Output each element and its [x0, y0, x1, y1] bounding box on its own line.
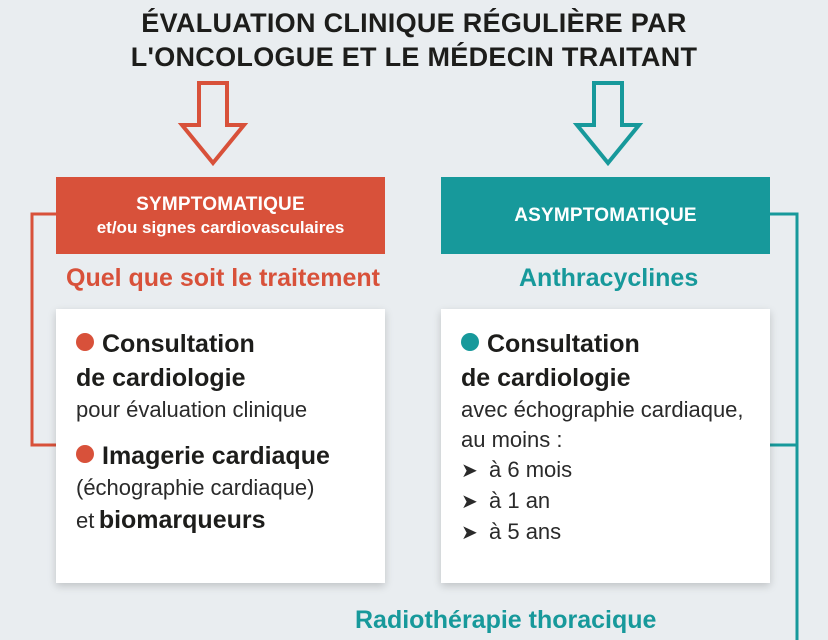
left-item1-bold-1: Consultation	[102, 330, 255, 358]
arrow-bullet-icon: ➤	[461, 460, 478, 482]
red-bullet-icon	[76, 333, 94, 351]
left-item2-prefix: et	[76, 508, 95, 533]
teal-bullet-icon	[461, 333, 479, 351]
symptomatic-label: SYMPTOMATIQUE	[136, 193, 305, 215]
left-item2-text: (échographie cardiaque)	[76, 475, 315, 500]
left-item1-bold-2: de cardiologie	[76, 364, 246, 392]
arrow-bullet-icon: ➤	[461, 522, 478, 544]
right-text-1: avec échographie cardiaque,	[461, 397, 744, 422]
schedule-item	[461, 486, 750, 517]
right-text-2: au moins :	[461, 427, 563, 452]
title-line-2: L'ONCOLOGUE ET LE MÉDECIN TRAITANT	[130, 42, 698, 72]
right-subheading: Anthracyclines	[519, 264, 699, 292]
left-item2-bold: Imagerie cardiaque	[102, 442, 330, 470]
symptomatic-header	[56, 177, 385, 254]
symptomatic-sub-label: et/ou signes cardiovasculaires	[96, 217, 345, 237]
asymptomatic-header	[441, 177, 770, 254]
right-card	[441, 309, 770, 583]
right-bracket-line	[770, 214, 797, 640]
schedule-item	[461, 455, 750, 486]
schedule-item-label: à 5 ans	[489, 519, 562, 544]
schedule-item-label: à 6 mois	[489, 457, 573, 482]
left-item2-line3	[76, 503, 365, 537]
schedule-item-label: à 1 an	[489, 488, 551, 513]
left-item1-text: pour évaluation clinique	[76, 397, 308, 422]
left-bracket-line	[32, 214, 56, 445]
title-line-1: ÉVALUATION CLINIQUE RÉGULIÈRE PAR	[141, 8, 687, 38]
left-item2-title	[76, 439, 365, 473]
left-card	[56, 309, 385, 583]
arrow-bullet-icon: ➤	[461, 491, 478, 513]
left-item1-title	[76, 327, 365, 361]
left-subheading: Quel que soit le traitement	[66, 264, 380, 292]
asymptomatic-label: ASYMPTOMATIQUE	[514, 204, 697, 226]
right-item1-bold-1: Consultation	[487, 330, 640, 358]
red-down-arrow-icon	[182, 83, 244, 163]
right-item1-bold-2: de cardiologie	[461, 364, 631, 392]
red-bullet-icon	[76, 445, 94, 463]
radiotherapy-subheading: Radiothérapie thoracique	[355, 606, 657, 634]
schedule-item	[461, 517, 750, 548]
teal-down-arrow-icon	[577, 83, 639, 163]
right-item1-title	[461, 327, 750, 361]
left-item2-bold-2: biomarqueurs	[98, 506, 266, 534]
